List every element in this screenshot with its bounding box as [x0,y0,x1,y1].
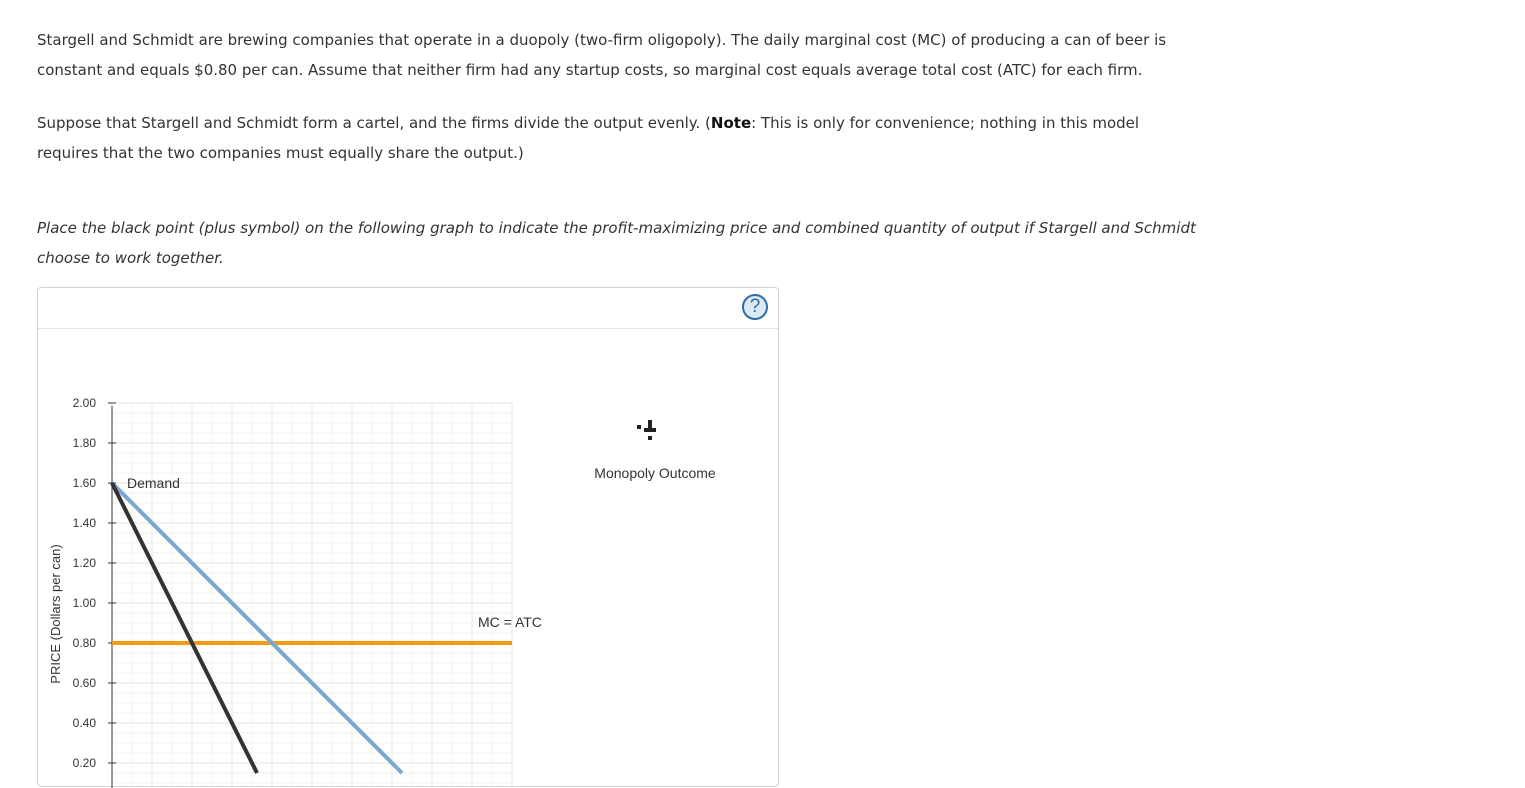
mc-atc-label: MC = ATC [478,614,542,630]
monopoly-outcome-tool[interactable] [594,420,716,481]
y-tick-label: 1.20 [72,556,96,570]
demand-curve [112,483,402,773]
help-button[interactable]: ? [742,294,768,320]
y-tick-label: 0.80 [72,636,96,650]
instruction-paragraph: Place the black point (plus symbol) on the following graph to indicate the profit-maximizing price and combined quantity of output if Stargell and Schmidt choose to work together. [37,219,1196,267]
y-tick-label: 0.40 [72,716,96,730]
graph-panel [37,287,779,787]
y-tick-label: 0.60 [72,676,96,690]
y-tick-label: 0.20 [72,756,96,770]
question-paragraph-1: Stargell and Schmidt are brewing companies that operate in a duopoly (two-firm oligopoly). The daily marginal cost (MC) of producing a can of beer is constant and equals $0.80 per can. Assume that neither firm had any startup costs, so marginal cost equals average total cost (ATC) for each firm. [37,31,1167,79]
graph-svg [38,288,780,788]
y-tick-label: 2.00 [72,396,96,410]
y-tick-group [73,396,116,770]
note-label: Note [710,114,752,132]
y-tick-label: 1.00 [72,596,96,610]
y-tick-label: 1.60 [72,476,96,490]
note-text: : This is only for convenience; nothing in this model requires that the two companies must equally share the output.) [37,114,1140,162]
y-tick-label: 1.80 [72,436,96,450]
y-tick-label: 1.40 [72,516,96,530]
demand-label: Demand [127,475,180,491]
y-axis-label: PRICE (Dollars per can) [48,544,63,684]
question-paragraph-2 [37,108,1197,168]
plus-marker-icon[interactable] [637,420,656,440]
monopoly-outcome-label: Monopoly Outcome [594,465,716,481]
marginal-revenue-curve [112,483,257,773]
graph-grid [112,403,512,788]
note-prefix: Suppose that Stargell and Schmidt form a cartel, and the firms divide the output evenly. ( [37,114,711,132]
